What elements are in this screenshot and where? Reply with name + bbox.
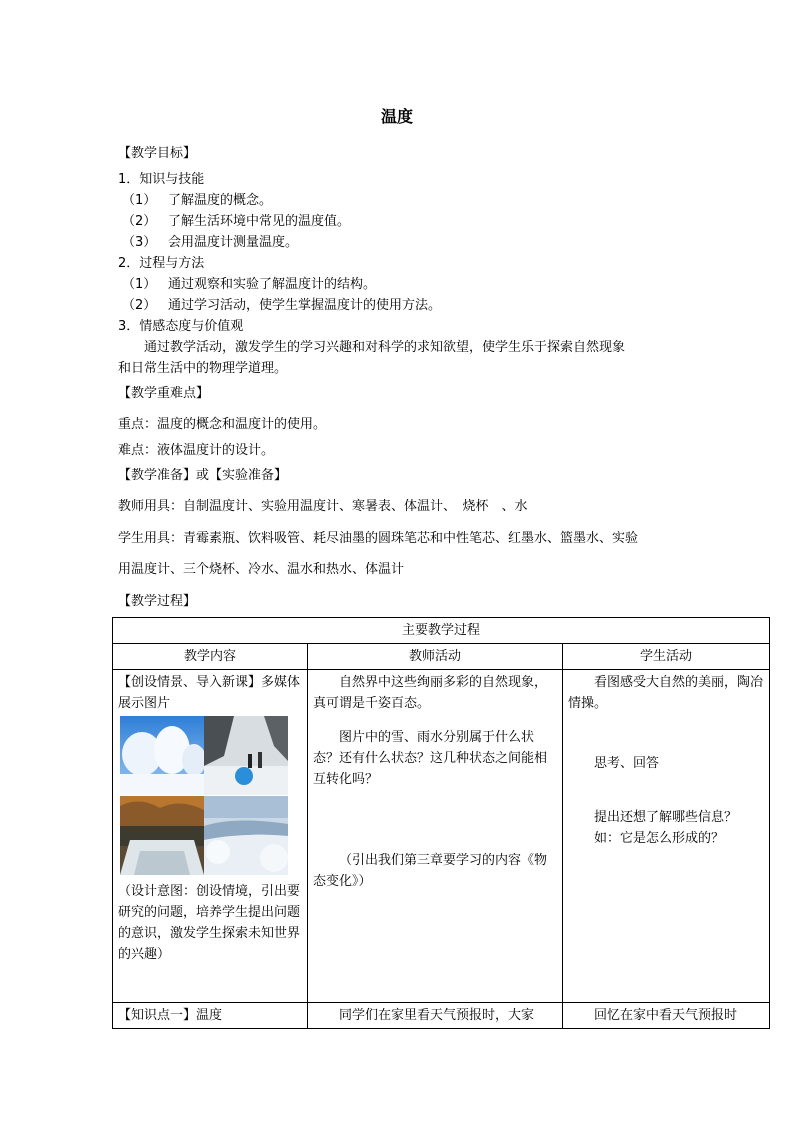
goal-1-item-2: （2） 了解生活环境中常见的温度值。 bbox=[122, 214, 351, 229]
column-student: 学生活动 bbox=[563, 644, 770, 670]
table-header: 主要教学过程 bbox=[113, 618, 770, 644]
goal-3-text-line-1: 通过教学活动，激发学生的学习兴趣和对科学的求知欲望，使学生乐于探索自然现象 bbox=[144, 340, 626, 355]
prep-student-tools-line-1: 学生用具：青霉素瓶、饮料吸管、耗尽油墨的圆珠笔芯和中性笔芯、红墨水、篮墨水、实验 bbox=[118, 531, 639, 546]
goal-2-title: 2．过程与方法 bbox=[118, 256, 205, 271]
document-title: 温度 bbox=[380, 107, 413, 126]
row2-content-cell: 【知识点一】温度 bbox=[113, 1003, 308, 1029]
row1-teacher-cell bbox=[308, 670, 563, 1003]
process-table bbox=[112, 617, 770, 1029]
snow-play-image bbox=[204, 716, 288, 795]
section-key-points: 【教学重难点】 bbox=[118, 386, 210, 401]
table-column-row bbox=[113, 644, 770, 670]
goal-1-title: 1．知识与技能 bbox=[118, 172, 205, 187]
goal-1-item-3: （3） 会用温度计测量温度。 bbox=[122, 235, 299, 250]
key-important: 重点：温度的概念和温度计的使用。 bbox=[118, 417, 327, 432]
row1-teacher-p3: （引出我们第三章要学习的内容《物态变化》） bbox=[313, 853, 548, 889]
prep-teacher-tools: 教师用具：自制温度计、实验用温度计、寒暑表、体温计、 烧杯 、水 bbox=[118, 499, 528, 514]
table-row bbox=[113, 670, 770, 1003]
row1-student-p4: 如：它是怎么形成的？ bbox=[594, 831, 725, 846]
goal-1-item-1: （1） 了解温度的概念。 bbox=[122, 193, 273, 208]
row1-student-p3: 提出还想了解哪些信息？ bbox=[594, 810, 738, 825]
row1-student-cell bbox=[563, 670, 770, 1003]
goal-2-item-2: （2） 通过学习活动，使学生掌握温度计的使用方法。 bbox=[122, 298, 442, 313]
snow-trees-image bbox=[120, 716, 204, 795]
prep-student-tools-line-2: 用温度计、三个烧杯、冷水、温水和热水、体温计 bbox=[118, 562, 405, 577]
row1-content-cell bbox=[113, 670, 308, 1003]
image-grid bbox=[120, 716, 288, 875]
section-process: 【教学过程】 bbox=[118, 594, 197, 609]
row1-teacher-p1: 自然界中这些绚丽多彩的自然现象，真可谓是千姿百态。 bbox=[313, 675, 548, 711]
row1-student-p1: 看图感受大自然的美丽，陶冶情操。 bbox=[568, 675, 764, 711]
table-header-row bbox=[113, 618, 770, 644]
column-content: 教学内容 bbox=[113, 644, 308, 670]
goal-3-title: 3．情感态度与价值观 bbox=[118, 319, 244, 334]
key-difficult: 难点：液体温度计的设计。 bbox=[118, 443, 275, 458]
column-teacher: 教师活动 bbox=[308, 644, 563, 670]
waterfall-image bbox=[120, 796, 204, 875]
goal-2-item-1: （1） 通过观察和实验了解温度计的结构。 bbox=[122, 277, 377, 292]
goal-3-text-line-2: 和日常生活中的物理学道理。 bbox=[118, 361, 288, 376]
section-goals: 【教学目标】 bbox=[118, 146, 197, 161]
row2-student-cell: 回忆在家中看天气预报时 bbox=[563, 1003, 770, 1029]
frost-river-image bbox=[204, 796, 288, 875]
row2-teacher-cell: 同学们在家里看天气预报时，大家 bbox=[308, 1003, 563, 1029]
row1-content-title: 【创设情景、导入新课】多媒体展示图片 bbox=[118, 675, 301, 711]
row1-content-note: （设计意图：创设情境，引出要研究的问题，培养学生提出问题的意识，激发学生探索未知世界的兴趣） bbox=[118, 884, 301, 962]
row1-student-p2: 思考、回答 bbox=[594, 756, 660, 771]
section-prep: 【教学准备】或【实验准备】 bbox=[118, 468, 288, 483]
table-row bbox=[113, 1003, 770, 1029]
row1-teacher-p2: 图片中的雪、雨水分别属于什么状态？还有什么状态？这几种状态之间能相互转化吗？ bbox=[313, 730, 548, 787]
